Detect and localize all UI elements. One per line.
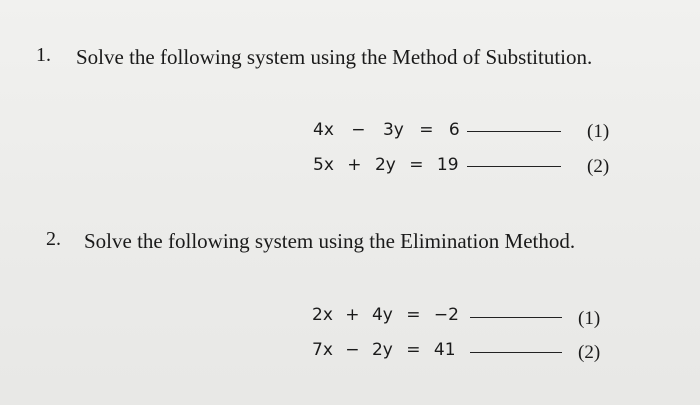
problem-2-instruction: Solve the following system using the Elimination Method. — [84, 229, 576, 253]
equals-sign: = — [409, 155, 424, 175]
operator: − — [351, 120, 366, 140]
constant: 19 — [436, 155, 459, 175]
term: 2y — [371, 340, 393, 360]
constant: 6 — [448, 120, 460, 140]
operator: + — [347, 155, 362, 175]
equation-tag: (1) — [587, 121, 610, 142]
leader-line — [470, 352, 562, 353]
term: 5x — [313, 155, 334, 175]
problem-2-equation-1 — [312, 305, 459, 325]
operator: − — [345, 340, 360, 360]
operator: + — [345, 305, 360, 325]
equation-tag: (1) — [578, 308, 601, 329]
problem-1-equation-2 — [313, 155, 459, 175]
term: 2y — [374, 155, 396, 175]
problem-1-equation-1 — [313, 120, 460, 140]
leader-line — [467, 131, 561, 132]
term: 4x — [313, 120, 334, 140]
equals-sign: = — [406, 340, 421, 360]
problem-1-number: 1. — [36, 44, 51, 66]
problem-2-number: 2. — [46, 228, 61, 250]
problem-1-instruction: Solve the following system using the Method of Substitution. — [76, 45, 593, 69]
problem-2-equation-2 — [312, 340, 456, 360]
equation-tag: (2) — [578, 342, 601, 363]
equation-tag: (2) — [587, 156, 610, 177]
equals-sign: = — [406, 305, 421, 325]
constant: 41 — [433, 340, 456, 360]
term: 2x — [312, 305, 333, 325]
equals-sign: = — [419, 120, 434, 140]
term: 7x — [312, 340, 333, 360]
leader-line — [467, 166, 561, 167]
constant: −2 — [433, 305, 459, 325]
term: 4y — [371, 305, 393, 325]
term: 3y — [382, 120, 404, 140]
leader-line — [470, 317, 562, 318]
